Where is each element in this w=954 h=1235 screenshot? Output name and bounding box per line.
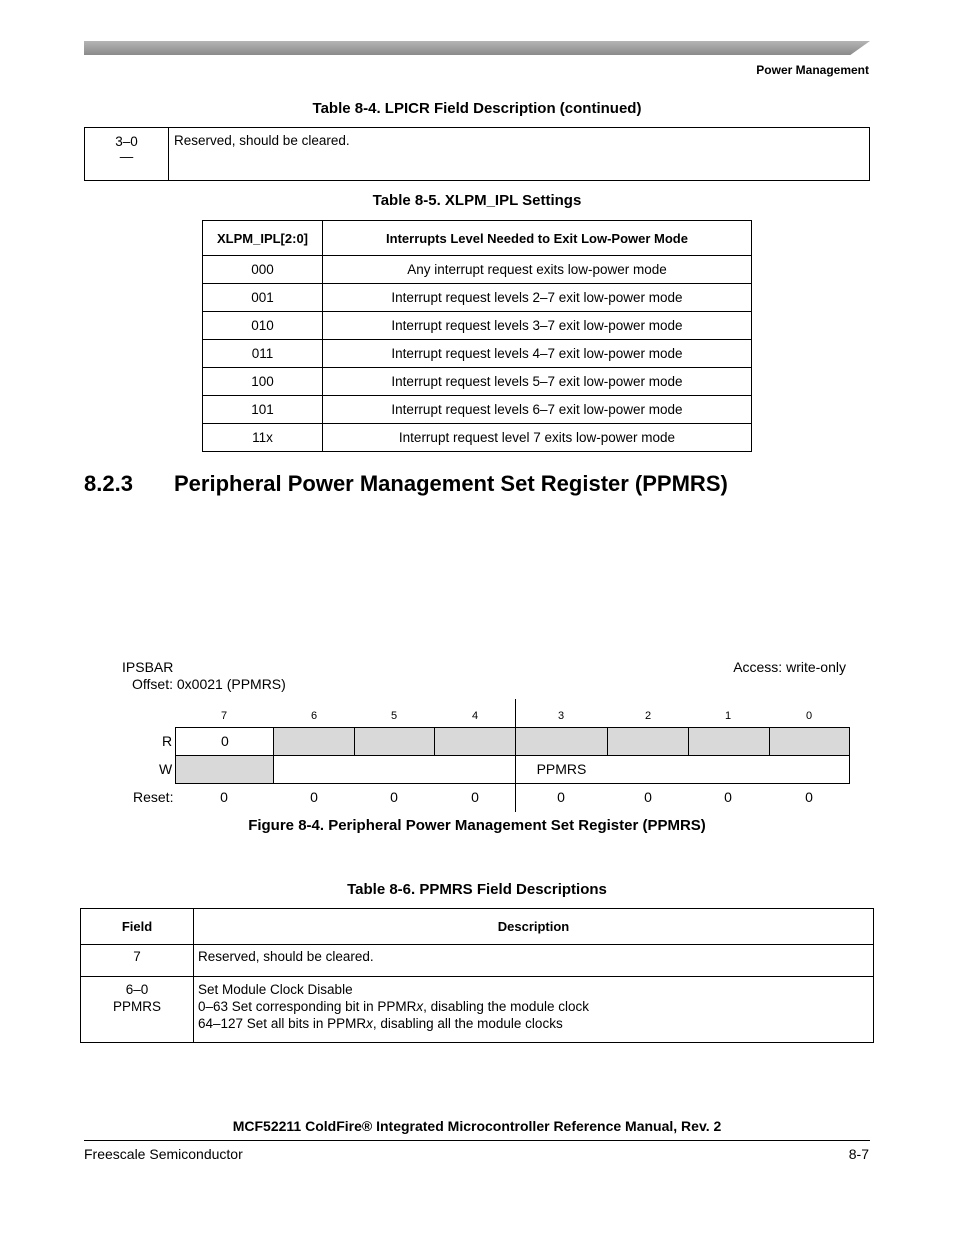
offset-label: Offset: 0x0021 (PPMRS) bbox=[132, 676, 286, 692]
write-bit-7 bbox=[175, 755, 274, 784]
table-row bbox=[203, 368, 752, 396]
field-name: PPMRS bbox=[112, 999, 161, 1014]
column-header: Description bbox=[194, 909, 874, 945]
table-row bbox=[203, 340, 752, 368]
reset-value: 0 bbox=[220, 789, 228, 805]
page-number: 8-7 bbox=[848, 1146, 869, 1162]
field-bits: 6–0 bbox=[125, 982, 149, 997]
table-row bbox=[85, 128, 870, 181]
read-bit-4 bbox=[434, 727, 516, 756]
footer-company: Freescale Semiconductor bbox=[84, 1146, 243, 1162]
table-8-5 bbox=[202, 220, 752, 452]
field-bits: 3–0 bbox=[115, 134, 138, 149]
access-label: Access: write-only bbox=[733, 659, 846, 675]
figure-caption: Figure 8-4. Peripheral Power Management Set Register (PPMRS) bbox=[248, 817, 706, 834]
field-cell bbox=[81, 977, 194, 1043]
bit-number: 6 bbox=[310, 710, 318, 722]
reset-value: 0 bbox=[644, 789, 652, 805]
bit-number: 3 bbox=[557, 710, 565, 722]
reset-value: 0 bbox=[805, 789, 813, 805]
description-cell: Reserved, should be cleared. bbox=[169, 128, 870, 181]
read-bit-6 bbox=[273, 727, 355, 756]
write-field-ppmrs: PPMRS bbox=[273, 755, 850, 784]
read-bit-3 bbox=[515, 727, 608, 756]
table-cell: 011 bbox=[203, 340, 323, 368]
table-8-6-caption: Table 8-6. PPMRS Field Descriptions bbox=[347, 881, 607, 898]
description-cell bbox=[194, 977, 874, 1043]
read-bit-7: 0 bbox=[175, 727, 274, 756]
table-8-6 bbox=[80, 908, 874, 1043]
description-cell: Reserved, should be cleared. bbox=[194, 945, 874, 977]
bit-number: 0 bbox=[805, 710, 813, 722]
table-cell: 11x bbox=[203, 424, 323, 452]
read-bit-2 bbox=[607, 727, 689, 756]
table-cell: Interrupt request levels 6–7 exit low-power mode bbox=[323, 396, 752, 424]
column-header: Interrupts Level Needed to Exit Low-Power Mode bbox=[323, 221, 752, 256]
table-cell: 101 bbox=[203, 396, 323, 424]
bit-number: 7 bbox=[220, 710, 228, 722]
field-cell bbox=[85, 128, 169, 181]
table-cell: 000 bbox=[203, 256, 323, 284]
table-row bbox=[203, 424, 752, 452]
ipsbar-label: IPSBAR bbox=[122, 659, 174, 675]
reset-value: 0 bbox=[557, 789, 565, 805]
description-text: 64–127 Set all bits in PPMR bbox=[198, 1016, 367, 1031]
field-cell: 7 bbox=[81, 945, 194, 977]
table-cell: 100 bbox=[203, 368, 323, 396]
description-title: Set Module Clock Disable bbox=[198, 982, 353, 997]
footer-title: MCF52211 ColdFire® Integrated Microcontroller Reference Manual, Rev. 2 bbox=[232, 1118, 722, 1134]
section-heading bbox=[84, 471, 728, 497]
reset-value: 0 bbox=[724, 789, 732, 805]
bit-number: 4 bbox=[471, 710, 479, 722]
table-row bbox=[203, 284, 752, 312]
read-bit-5 bbox=[354, 727, 435, 756]
column-header: Field bbox=[81, 909, 194, 945]
table-cell: Interrupt request levels 4–7 exit low-power mode bbox=[323, 340, 752, 368]
table-cell: 010 bbox=[203, 312, 323, 340]
description-line bbox=[198, 998, 873, 1015]
bit-number: 2 bbox=[644, 710, 652, 722]
table-cell: Interrupt request levels 3–7 exit low-power mode bbox=[323, 312, 752, 340]
description-text: , disabling all the module clocks bbox=[372, 1016, 563, 1031]
section-number: 8.2.3 bbox=[84, 471, 133, 496]
header-bar bbox=[84, 41, 870, 55]
column-header: XLPM_IPL[2:0] bbox=[203, 221, 323, 256]
description-variable: x bbox=[366, 1016, 373, 1031]
row-label-write: W bbox=[159, 761, 173, 777]
table-row bbox=[81, 945, 874, 977]
table-cell: Any interrupt request exits low-power mode bbox=[323, 256, 752, 284]
table-cell: Interrupt request level 7 exits low-power mode bbox=[323, 424, 752, 452]
table-row bbox=[81, 977, 874, 1043]
read-bit-1 bbox=[688, 727, 770, 756]
footer-rule bbox=[84, 1140, 870, 1141]
table-row bbox=[203, 396, 752, 424]
description-text: 0–63 Set corresponding bit in PPMR bbox=[198, 999, 417, 1014]
read-bit-0 bbox=[769, 727, 850, 756]
reset-value: 0 bbox=[310, 789, 318, 805]
table-header-row bbox=[81, 909, 874, 945]
table-8-4 bbox=[84, 127, 870, 181]
table-8-4-caption: Table 8-4. LPICR Field Description (continued) bbox=[312, 100, 642, 117]
running-header: Power Management bbox=[756, 63, 869, 77]
table-cell: Interrupt request levels 2–7 exit low-power mode bbox=[323, 284, 752, 312]
bit-number: 1 bbox=[724, 710, 732, 722]
table-row bbox=[203, 312, 752, 340]
table-cell: 001 bbox=[203, 284, 323, 312]
section-title: Peripheral Power Management Set Register (PPMRS) bbox=[174, 471, 728, 496]
table-row bbox=[203, 256, 752, 284]
reset-value: 0 bbox=[390, 789, 398, 805]
table-header-row bbox=[203, 221, 752, 256]
description-text: , disabling the module clock bbox=[423, 999, 589, 1014]
table-cell: Interrupt request levels 5–7 exit low-power mode bbox=[323, 368, 752, 396]
table-8-5-caption: Table 8-5. XLPM_IPL Settings bbox=[372, 192, 582, 209]
reset-value: 0 bbox=[471, 789, 479, 805]
row-label-read: R bbox=[162, 733, 173, 749]
description-line bbox=[198, 1015, 873, 1032]
bit-number: 5 bbox=[390, 710, 398, 722]
description-variable: x bbox=[416, 999, 424, 1014]
reset-label: Reset: bbox=[133, 789, 174, 805]
field-name: — bbox=[119, 149, 134, 164]
